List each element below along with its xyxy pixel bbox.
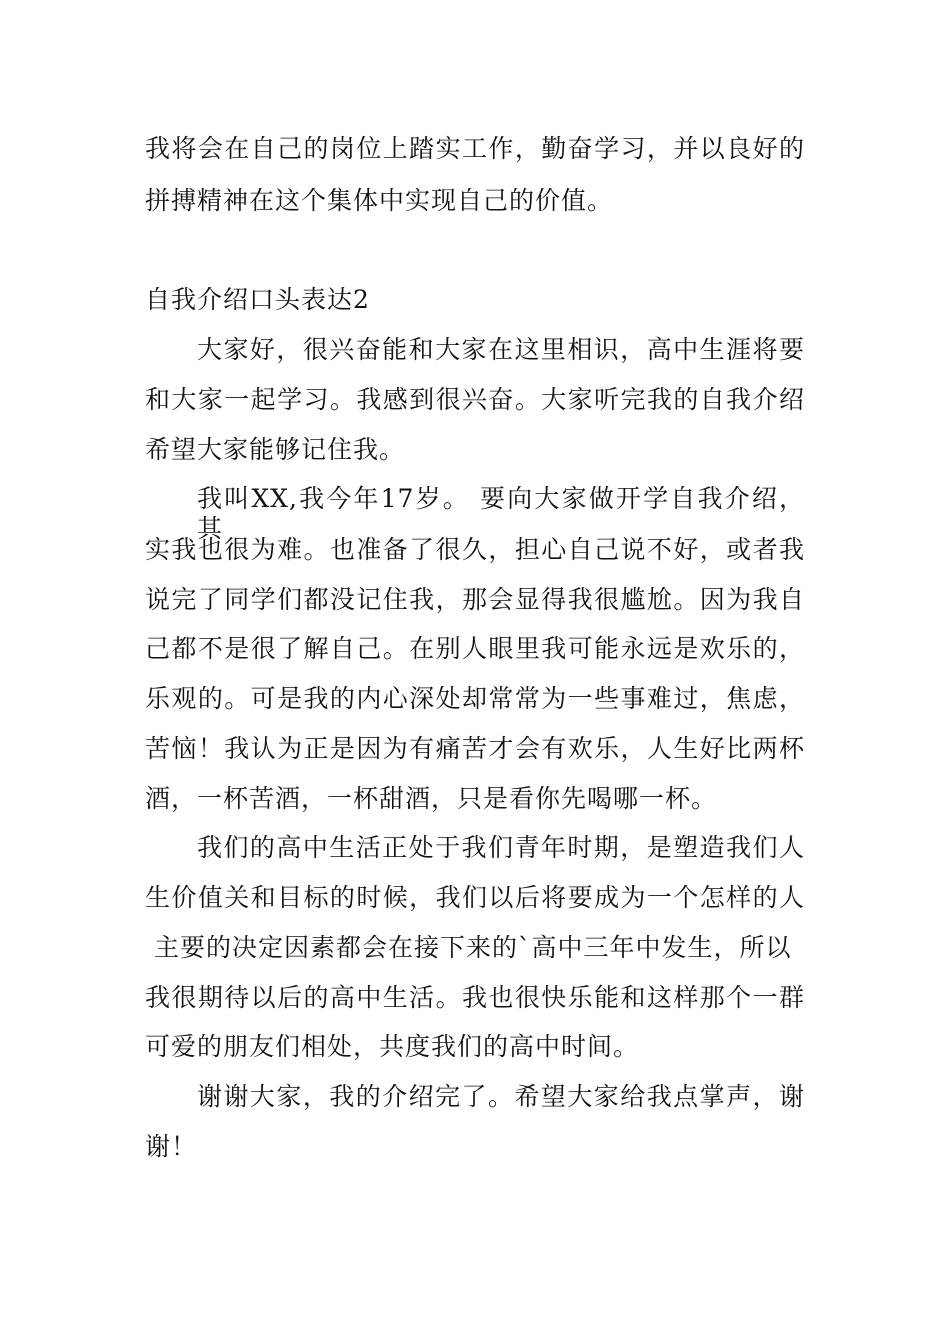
paragraph-2-line-6: 苦恼！我认为正是因为有痛苦才会有欢乐，人生好比两杯 (145, 734, 805, 763)
paragraph-3-line-5: 可爱的朋友们相处，共度我们的高中时间。 (145, 1032, 640, 1061)
paragraph-2-line-1: 我叫XX,我今年17岁。 要向大家做开学自我介绍，其 (197, 484, 805, 543)
paragraph-2-line-2: 实我也很为难。也准备了很久，担心自己说不好，或者我 (145, 535, 805, 564)
section-heading: 自我介绍口头表达2 (145, 285, 370, 314)
intro-line-2: 拼搏精神在这个集体中实现自己的价值。 (145, 186, 614, 215)
paragraph-3-line-4: 我很期待以后的高中生活。我也很快乐能和这样那个一群 (145, 983, 805, 1012)
paragraph-2-line-3: 说完了同学们都没记住我，那会显得我很尴尬。因为我自 (145, 585, 805, 614)
paragraph-4-line-1: 谢谢大家，我的介绍完了。希望大家给我点掌声，谢 (197, 1082, 805, 1111)
paragraph-3-line-2: 生价值关和目标的时候，我们以后将要成为一个怎样的人 (145, 883, 805, 912)
paragraph-1-line-1: 大家好，很兴奋能和大家在这里相识，高中生涯将要 (197, 335, 805, 364)
paragraph-1-line-2: 和大家一起学习。我感到很兴奋。大家听完我的自我介绍 (145, 385, 805, 414)
paragraph-2-line-5: 乐观的。可是我的内心深处却常常为一些事难过，焦虑， (145, 684, 805, 713)
paragraph-4-line-2: 谢！ (145, 1132, 198, 1161)
paragraph-3-line-3: 主要的决定因素都会在接下来的`高中三年中发生，所以 (145, 933, 792, 962)
intro-line-1: 我将会在自己的岗位上踏实工作，勤奋学习，并以良好的 (145, 134, 805, 163)
paragraph-2-line-7: 酒，一杯苦酒，一杯甜酒，只是看你先喝哪一杯。 (145, 784, 718, 813)
paragraph-3-line-1: 我们的高中生活正处于我们青年时期，是塑造我们人 (197, 833, 805, 862)
paragraph-1-line-3: 希望大家能够记住我。 (145, 435, 406, 464)
paragraph-2-line-4: 己都不是很了解自己。在别人眼里我可能永远是欢乐的， (145, 634, 805, 663)
